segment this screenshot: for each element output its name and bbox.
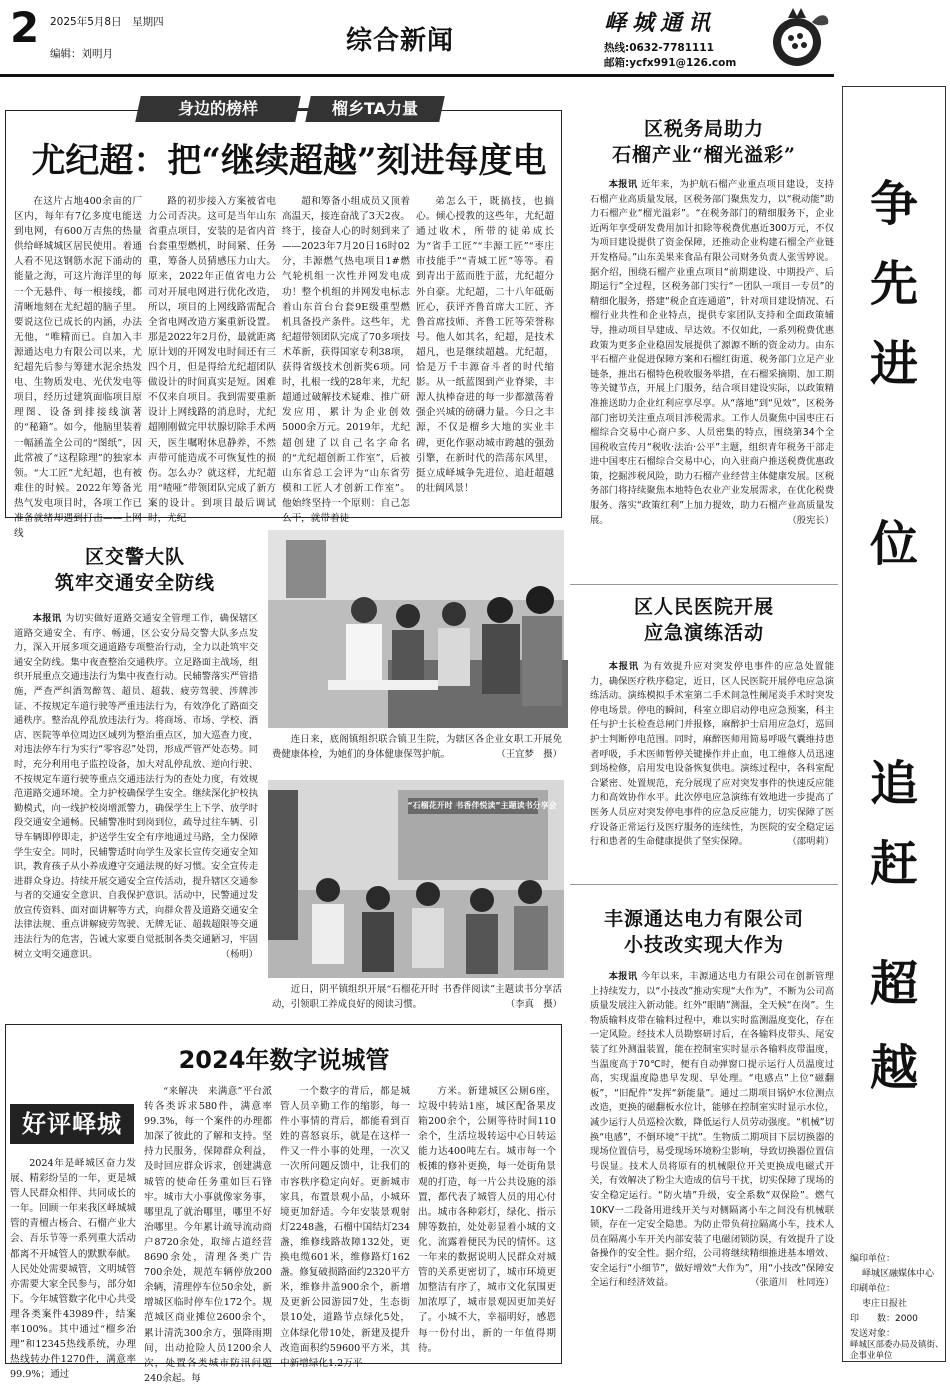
printer: 枣庄日报社 bbox=[862, 1299, 908, 1309]
publisher: 峄城区融媒体中心 bbox=[862, 1269, 935, 1279]
slogan-char: 争 bbox=[869, 176, 918, 232]
hotline: 热线:0632-7781111 bbox=[604, 42, 714, 54]
distribution: 峄城区部委办局及镇街、企事业单位 bbox=[850, 1340, 944, 1361]
banner-right: 榴乡TA力量 bbox=[305, 96, 445, 122]
hospital-headline-1: 区人民医院开展 bbox=[633, 596, 774, 618]
distribution-label: 发送对象： bbox=[850, 1329, 896, 1339]
traffic-headline-1: 区交警大队 bbox=[84, 546, 185, 568]
numbers-headline: 2024年数字说城管 bbox=[178, 1046, 390, 1074]
slogan-char: 位 bbox=[869, 516, 918, 572]
photo-2-caption: 近日，阴平镇组织开展“石榴花开时 书香伴阅读”主题读书分享活动，引领职工养成良好的阅读习惯。 （李真 摄） bbox=[272, 984, 562, 1010]
top-story-col-2: 路的初步接入方案被省电力公司否决。这可是当年山东省重点项目，安装的是省内首台套重型燃机，时间紧、任务重，筹备人员猜感压力山大。原来，2022年正值省电力公司对开展电网进行优化改造，所以，项目的上网线路需配合全省电网改造方案重新设置。那是2022年2月份，最就距离原计划的开网发电时间还有三四个月，但是得给尤纪超团队做设计的时间真实是短。困难不仅来自项目。我到需要重新设计上网线路的消息时，尤纪超刚刚做完甲状腺切除手术两天，医生嘱咐休息静养，不然声带可能造成不可恢复性的损伤。怎么办？就这样，尤纪超用“喳哑”带领团队完成了新方案的设计。到项目最后调试时，尤纪 bbox=[148, 196, 276, 524]
printer-label: 印刷单位： bbox=[850, 1284, 896, 1294]
top-story-headline: 尤纪超：把“继续超越”刻进每度电 bbox=[31, 141, 547, 181]
header-rule bbox=[0, 74, 834, 77]
power-story-body: 本报讯 今年以来，丰源通达电力有限公司在创新管理上持续发力，以“小技改”推动实现“大作为”，不断为公司高质量发展注入新动能。红外“眼睛”测温，全天候“在岗”。生物质输料皮带在输料过程中，难以实时监测温度变化，存在一定风险。经技术人员勘察研讨后，在各输料皮带头、尾安装了红外测温装置，能在控制室实时显示各输料皮带温度，当温度高于70℃时，便有自动弹窗口提示运行人员温度过高，实现温度隐患早发现、早处理。“电感点”上位“磁翻板”，“旧配件”发挥“新能量”。通过二期项目锅炉水位测点改造，更换的磁翻板水位计，能够在控制室实时显示水位，减少运行人员巡检次数，降低运行人员劳动强度。“机械”切换“电感”，不倒环境“干扰”。生物质二期项目下层切换器的现场位置信号，易受现场环境粉尘影响，导致切换器位置信号误显。技术人员将原有的机械限位开关更换成电磁式开关，有效解决了粉尘大造成的信号干扰，切实保障了现场的安全稳定运行。“防火墙”升级，安全系数“双保险”。燃气10KV一二段备用进线开关与对侧隔离小车之间没有机械联锁，存在一定安全隐患。为防止带负荷拉隔离小车，技术人员在隔离小车开关内部安装了电磁闭锁防误，有效提升了设备操作的安全性。据介绍，公司将继续精细推进基本增效、安全运行“小细节”，做好增效“大作为”，用“小技改”保障安全运行和经济效益。 （张道川 杜同连） bbox=[590, 971, 834, 1289]
divider bbox=[570, 884, 838, 885]
photo-1-caption: 连日来，底阁镇组织联合镇卫生院，为辖区各企业女职工开展免费健康体检，为她们的身体健康保驾护航。 （王宜梦 摄） bbox=[272, 734, 562, 760]
masthead-title: 峄城通讯 bbox=[604, 10, 717, 36]
photo-2-banner-text: “石榴花开时 书香伴悦读”主题读书分享会 bbox=[407, 801, 557, 810]
traffic-headline-2: 筑牢交通安全防线 bbox=[54, 572, 215, 594]
email: 邮箱:ycfx991@126.com bbox=[604, 57, 737, 69]
numbers-col-4: 方米。新建城区公厕6座，垃圾中转站1座，城区配备果皮箱200余个，公厕等待时间110余个，生活垃圾转运中心日转运能力达400吨左右。城市每一个板摊的修补更换，每一处街角景观的打造，每一片公共设施的添置，都代表了城管人员的用心付出。城市各种彩灯，绿化、指示牌等数拍，处处彰显着小城的文化、流露着便民为民的情怀。这一年来的数据说明人民群众对城管的关系更密切了，城市环境更加整洁有序了，城市文化氛围更加浓厚了，城市景观因更加美好了。小城不大，幸福明好，感恩每一份付出，新的一年值得期待。 bbox=[418, 1086, 556, 1354]
hospital-story-body: 本报讯 为有效提升应对突发停电事件的应急处置能力，确保医疗秩序稳定，近日，区人民医院开展停电应急演练活动。演练模拟手术室第二手术间急性阑尾炎手术时突发停电场景。停电的瞬间，科室立即启动停电应急预案，科主任与护士长检查总闸门并报修，麻醉护士启用应急灯，巡回护士判断停电范围。同时，麻醉医师用简易呼吸气囊维持患者呼吸，手术医师暂停关键操作并止血，电工维修人员迅速到场检修，启用发电设备恢复供电。演练过程中，各科室配合紧密、处置规范，充分展现了应对突发事件的快速反应能力和高效协作水平。此次停电应急演练有效地进一步提高了医务人员应对突发停电事件的应急反应能力，切实保障了医疗设备正常运行及医疗服务的连续性，为医院的安全稳定运行和患者的生命健康提供了坚实保障。 （邵明莉） bbox=[590, 661, 834, 848]
traffic-story-body: 本报讯 为切实做好道路交通安全管理工作，确保辖区道路交通安全、有序、畅通，区公安分局交警大队多点发力，深入开展多项交通道路专项整治行动，全力以赴筑牢交通安全防线。集中夜查整治交通秩序。立足路面主战场，组织开展重点交通违法行为集中夜查行动。民辅警落实严管措施，严查严纠酒驾醉驾、超员、超载、疲劳驾驶、涉牌涉证、不按规定车道行驶等严重违法行为，有效净化了路面交通秩序。整治乱停乱放违法行为。将商场、市场、学校、酒店、医院等单位周边区域列为整治重点区，加大巡查力度，对违法停车行为实行“零容忍”处罚，形成严管严处态势。同时，充分利用电子监控设备，加大对乱停乱放、逆向行驶、不按规定车道行驶等重点交通违法行为的查处力度，有效规范道路交通环境。全力护校确保学生安全。继续深化护校执勤模式，向一线护校岗增派警力，确保学生上下学、放学时段交通安全通畅。民辅警准时到岗到位，疏导过往车辆、引导车辆即停即走，护送学生安全有序地通过马路，全力保障学生安全。同时，民辅警适时向学生及家长宣传交通安全知识，教育孩子从小养成遵守交通法规的好习惯。安全宣传走进群众身边。持续开展交通安全宣传活动，提升辖区交通参与者的交通安全意识、自我保护意识。活动中，民警通过发放宣传资料、面对面讲解等方式，向群众普及道路交通安全法律法规、重点讲解疲劳驾驶、无牌无证、超载超限等交通违法行为的危害，告诫大家要自觉抵制各类交通陋习，牢固树立文明交通意识。 （杨明） bbox=[14, 613, 258, 960]
slogan-char: 赶 bbox=[869, 836, 918, 892]
print-copies: 印 数：2000 bbox=[850, 1314, 918, 1324]
slogan-char: 追 bbox=[869, 756, 918, 812]
photo-health-check bbox=[268, 530, 564, 728]
publisher-label: 编印单位： bbox=[850, 1254, 896, 1264]
top-story-col-4: 弟怎么干，既搞技，也搞心。倾心授教的这些年，尤纪超通过收术，所带的徒弟成长为“省手工匠”“丰源工匠”“枣庄市技能手”“青城工匠”等等。看到青出于蓝而胜于蓝，尤纪超分外自豪。尤纪超，二十八年砥砺匠心，获评齐鲁首席大工匠、齐鲁首席技师、齐鲁工匠等荣誉称号。他人如其名，纪超，是技术超凡，也是继续超越。尤纪超，恰是万千丰源奋斗者的时代缩影。从一纸蓝图到产业脊梁，丰源人执棒奋进的每一步都激荡着强企兴城的磅礴力量。今日之丰源，不仅是榴乡大地的实业丰碑，更化作驱动城市跨越的强劲引擎，在新时代的浩荡东风里，挺立成峄城争先进位、追赶超越的壮阔风景！ bbox=[416, 196, 554, 494]
slogan-char: 先 bbox=[869, 256, 918, 312]
divider bbox=[570, 584, 838, 585]
good-review-logo: 好评峄城 bbox=[10, 1104, 134, 1144]
page-number: 2 bbox=[10, 3, 40, 52]
slogan-char: 进 bbox=[869, 336, 918, 392]
banner-left: 身边的榜样 bbox=[135, 96, 301, 122]
top-story-col-3: 超和筹备小组成员又顶着高温天，接连奋战了3天2夜。终于，接奋人心的时刻到来了——2023年7月20日16时02分，丰源燃气热电项目1#燃气轮机组一次性并网发电成功！整个机组的并网发电标志着山东首台台套9E级重型燃机具备投产条件。这些年，尤纪超带领团队完成了70多项技术革新，获得国家专利38项，获得省级技术创新奖6项。同时，扎根一线的28年来，尤纪超通过破解技术疑难、推广研发应用，累计为企业创效5000余万元。2019年，尤纪超创建了以自己名字命名的“尤纪超创新工作室”，后被山东省总工会评为“山东省劳模和工匠人才创新工作室”。他始终坚持一个原则：自己怎么干，就带着徒 bbox=[282, 196, 410, 524]
photo-reading-event bbox=[268, 780, 564, 978]
issue-date: 2025年5月8日 星期四 bbox=[50, 16, 164, 28]
numbers-col-1: 2024年是峄城区奋力发展、精彩纷呈的一年，更是城管人民群众相伴、共同成长的一年。回顾一年来我区峄城城管的青檀古杨合、石榴产业大会、吾乐节等一系列重大活动都离不开城管人的默默奉献。人民处处需要城管，文明城管亦需要大家全民参与，部分如下。今年城管数字化中心共受理各类案件43989件，结案率100%。其中通过“榴乡治理”和12345热线系统，办理热线转办件1270件，满意率99.9%；通过 bbox=[10, 1158, 136, 1381]
pomegranate-logo-icon bbox=[762, 2, 832, 72]
slogan-char: 越 bbox=[869, 1040, 918, 1096]
top-story-col-1: 在这片占地400余亩的厂区内，每年有7亿多度电能送到电网，有600万吉焦的热量供给峄城城区居民使用。着通人看不见这钢筋水泥下涌动的能量之海，可这片海洋里的每一个无悬件、每一根接线，都清晰地刻在尤纪超的脑子里。要说这位已成长的内涵，办法无他，“唯精而已。自加入丰源通达电力有限公司以来，尤纪超先后参与筹建水泥余热发电、生物质发电、光伏发电等项目，经历过建筑面临项目原理图、设备到排接线演著的“秘籍”。如今，他脑里装着一幅涵盖全公司的“图纸”，因此常被了“这程除理”的独家本领。“大工匠”尤纪超，也有被难住的时候。2022年筹备光热气发电项目时，各项工作已准备就绪却遇到打击——上网线 bbox=[14, 196, 142, 540]
tax-story-body: 本报讯 近年来，为护航石榴产业重点项目建设，支持石榴产业高质量发展，区税务部门聚焦发力，以“税动能”助力石榴产业“榴光溢彩”。“在税务部门的精细服务下，企业近两年享受研发费用加计扣除等税费优惠近300万元，不仅为项目建设提供了资金保障，还推动企业构建石榴全产业链开发格局。”山东美果来食品有限公司财务负责人张雪婷说。据介绍，围绕石榴产业重点项目“前期建设、中期投产、后期运行”全过程，区税务部门实行“一团队一项目一专员”的精细化服务，搭建“税企直连通道”，针对项目建设情况、石榴行业共性和企业特点，提供专家团队支持和全面政策辅导，推动项目早建成、早达效。不仅如此，一系列税费优惠政策为更多企业稳固发展提供了源源不断的资金动力。由东平石榴产业促进保障方案和石榴红街道、税务部门立足产业链条，推出石榴特色税收服务举措，在石榴采摘期、加工期等关键节点，开展上门服务，结合项目建设实际，以政策精准推送助力企业红利应享尽享。从“落地”到“见效”，区税务部门密切关注重点项目涉税需求。工作人员聚焦中国枣庄石榴综合交易中心商户多、人员密集的特点，围绕第34个全国税收宣传月“税收·法治·公平”主题，组织青年税务干部走进中国枣庄石榴综合交易中心，向入驻商户推送税费优惠政策，挖掘涉税风险，助力石榴产业经营主体健康发展。区税务部门将持续聚焦本地特色农业产业发展需求，在优化税费服务、落实“政策红利”上加力提效，助力石榴产业高质量发展。 （殷宪长） bbox=[590, 179, 834, 526]
slogan-char: 超 bbox=[869, 956, 918, 1012]
hospital-headline-2: 应急演练活动 bbox=[643, 622, 764, 644]
editor-name: 编辑：刘明月 bbox=[50, 48, 113, 60]
power-headline-2: 小技改实现大作为 bbox=[623, 934, 784, 956]
numbers-col-2: “来解决 来满意”平台派转各类诉求580件，满意率99.3%，每一个案件的办理都加深了彼此的了解和支持。坚持力民服务，保障群众利益，及时回应群众诉求，创建满意城管的使命任务重如巨石锋牢。城市大小事就像家务事，哪里乱了就治哪里，哪里不好治哪里。今年累计疏导流动商户8720余处，取缔占道经营8690余处，清理各类广告700余处，规范车辆停放200余辆，清理停车位50余处，新增城区临时停车位172个。规范城区商业摊位2600余个，累计清洗300余方，强降雨期间，出动抢险人员1200余人次，处置各类城市防汛问题240余起。每 bbox=[144, 1086, 272, 1384]
tax-headline-2: 石榴产业“榴光溢彩” bbox=[612, 144, 796, 166]
tax-headline-1: 区税务局助力 bbox=[643, 118, 764, 140]
power-headline-1: 丰源通达电力有限公司 bbox=[603, 908, 804, 930]
section-title: 综合新闻 bbox=[346, 26, 455, 56]
numbers-col-3: 一个数字的背后，都是城管人员辛勤工作的缩影，每一件小事情的背后，都能看到百姓的喜怒哀乐，就是在这样一件又一件小事的处理，一次又一次所问题反馈中，让我们的市容秩序稳定向好。更新城市家具，布置景观小品，小城环境更加舒适。今年安装景观射灯2248盏，石榴中国结灯234盏，维修线路故障132处，更换电缆601米，维修路灯162盏。修复破损路面约2320平方米，维修井盖900余个，新增及更新公园游园7处，生态街景10处，道路节点绿化5处，立体绿化带10处，新建及提升改造面积约59600平方米，其中新增绿化1.2万平 bbox=[280, 1086, 410, 1369]
